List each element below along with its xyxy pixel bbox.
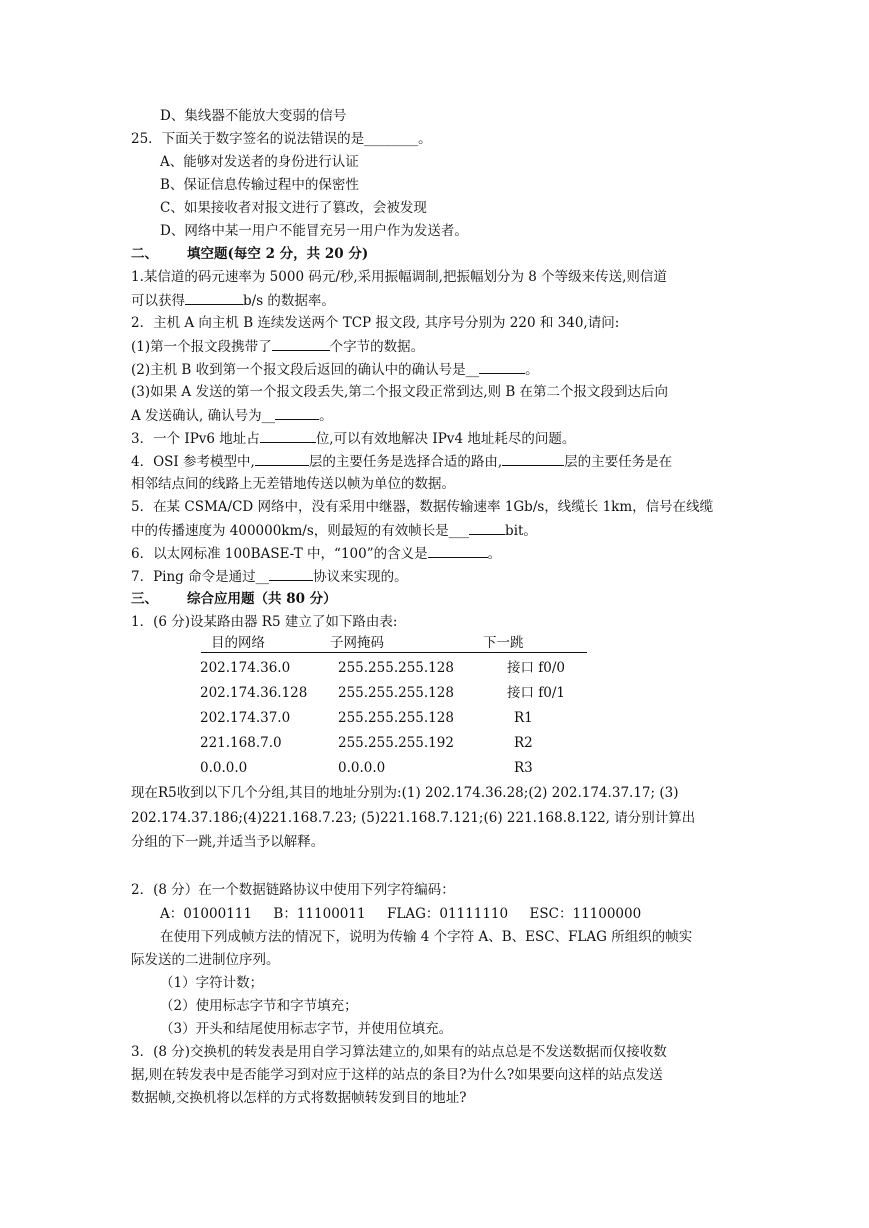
- fill5-blank: [469, 520, 505, 535]
- fill2-part3-blank: [275, 405, 319, 420]
- comp2-desc-line2: 际发送的二进制位序列。: [131, 952, 280, 968]
- section3-number: 三、: [131, 591, 158, 607]
- comp2-option-2: （2）使用标志字节和字节填充；: [160, 998, 358, 1014]
- fill5-line2: [131, 520, 537, 541]
- fill3-prefix: 3．一个 IPv6 地址占: [131, 431, 260, 447]
- fill6-suffix: 。: [487, 546, 502, 562]
- fill5-line1: 5．在某 CSMA/CD 网络中，没有采用中继器，数据传输速率 1Gb/s，线缆长 1km，信号在线缆: [131, 499, 714, 515]
- fill4-middle: 层的主要任务是选择合适的路由,: [308, 454, 503, 470]
- fill4-blank-2: [502, 451, 564, 466]
- fill2-part3-line2: [131, 405, 333, 426]
- route-row-5-destination: 0.0.0.0: [200, 760, 248, 776]
- fill7-prefix: 7．Ping 命令是通过__: [131, 569, 270, 585]
- fill2-part2-suffix: 。: [525, 362, 539, 378]
- fill6-prefix: 6．以太网标准 100BASE-T 中，“100”的含义是: [131, 546, 428, 562]
- fill7-blank: [269, 566, 313, 581]
- fill1-suffix: b/s 的数据率。: [243, 293, 335, 309]
- comp1-question: 1．(6 分)设某路由器 R5 建立了如下路由表:: [131, 614, 398, 630]
- fill2-question: 2．主机 A 向主机 B 连续发送两个 TCP 报文段, 其序号分别为 220 和 340,请问:: [131, 315, 620, 331]
- fill6: [131, 543, 501, 564]
- fill2-part2-prefix: (2)主机 B 收到第一个报文段后返回的确认中的确认号是__: [131, 362, 480, 378]
- route-row-2-destination: 202.174.36.128: [200, 685, 308, 701]
- route-row-2-mask: 255.255.255.128: [338, 685, 454, 701]
- comp3-line3: 数据帧,交换机将以怎样的方式将数据帧转发到目的地址?: [131, 1090, 467, 1106]
- route-row-3-destination: 202.174.37.0: [200, 710, 291, 726]
- route-row-1-destination: 202.174.36.0: [200, 660, 291, 676]
- comp1-text-line1: 现在R5收到以下几个分组,其目的地址分别为:(1) 202.174.36.28;(2) 202.174.37.17; (3): [131, 785, 679, 801]
- route-table-header-nexthop: 下一跳: [483, 635, 524, 651]
- fill1-prefix: 可以获得: [131, 293, 185, 309]
- route-row-2-nexthop: 接口 f0/1: [507, 685, 566, 701]
- route-row-5-nexthop: R3: [514, 760, 533, 776]
- fill4-line1: [131, 451, 672, 472]
- route-row-3-nexthop: R1: [514, 710, 533, 726]
- q25-option-a: A、能够对发送者的身份进行认证: [160, 154, 359, 170]
- fill3-suffix: 位,可以有效地解决 IPv4 地址耗尽的问题。: [315, 431, 576, 447]
- fill2-part1-blank: [272, 336, 330, 351]
- q24-option-d: D、集线器不能放大变弱的信号: [160, 108, 347, 124]
- fill1-line1: 1.某信道的码元速率为 5000 码元/秒,采用振幅调制,把振幅划分为 8 个等级来传送,则信道: [131, 269, 667, 285]
- route-table-header-mask: 子网掩码: [330, 635, 384, 651]
- route-row-1-mask: 255.255.255.128: [338, 660, 454, 676]
- fill2-part3-line1: (3)如果 A 发送的第一个报文段丢失,第二个报文段正常到达,则 B 在第二个报文段到达后向: [131, 384, 669, 400]
- comp2-desc-line1: 在使用下列成帧方法的情况下，说明为传输 4 个字符 A、B、ESC、FLAG 所组织的帧实: [160, 929, 693, 945]
- comp2-codes: A：01000111 B：11100011 FLAG：01111110 ESC：11100000: [160, 906, 642, 922]
- route-row-1-nexthop: 接口 f0/0: [507, 660, 566, 676]
- fill7: [131, 566, 408, 587]
- comp2-option-3: （3）开头和结尾使用标志字节，并使用位填充。: [160, 1021, 453, 1037]
- section3-title: 综合应用题（共 80 分）: [187, 591, 337, 607]
- fill5-prefix: 中的传播速度为 400000km/s，则最短的有效帧长是___: [131, 523, 470, 539]
- route-table-header-destination: 目的网络: [211, 635, 265, 651]
- fill2-part3-prefix: A 发送确认, 确认号为__: [131, 408, 276, 424]
- fill2-part2-blank: [479, 359, 525, 374]
- fill7-suffix: 协议来实现的。: [313, 569, 408, 585]
- fill1-blank: [185, 290, 243, 305]
- route-row-3-mask: 255.255.255.128: [338, 710, 454, 726]
- fill4-blank-1: [255, 451, 309, 466]
- q25-question: 25．下面关于数字签名的说法错误的是________。: [131, 131, 432, 147]
- section2-title: 填空题(每空 2 分，共 20 分): [187, 246, 369, 262]
- route-row-4-destination: 221.168.7.0: [200, 735, 282, 751]
- q25-option-c: C、如果接收者对报文进行了篡改，会被发现: [160, 200, 427, 216]
- fill2-part2: [131, 359, 539, 380]
- fill2-part1-suffix: 个字节的数据。: [329, 339, 425, 355]
- q25-option-b: B、保证信息传输过程中的保密性: [160, 177, 359, 193]
- route-row-4-mask: 255.255.255.192: [338, 735, 454, 751]
- fill6-blank: [428, 543, 488, 558]
- fill5-suffix: bit。: [505, 523, 537, 539]
- fill3-blank: [260, 428, 316, 443]
- route-row-4-nexthop: R2: [514, 735, 533, 751]
- comp2-option-1: （1）字符计数；: [160, 975, 264, 991]
- comp1-text-line3: 分组的下一跳,并适当予以解释。: [131, 834, 325, 850]
- fill3: [131, 428, 575, 449]
- section2-number: 二、: [131, 246, 158, 262]
- fill2-part1-prefix: (1)第一个报文段携带了: [131, 339, 272, 355]
- comp3-line1: 3．(8 分)交换机的转发表是用自学习算法建立的,如果有的站点总是不发送数据而仅接收数: [131, 1044, 667, 1060]
- fill4-suffix: 层的主要任务是在: [564, 454, 673, 470]
- fill2-part3-suffix: 。: [319, 408, 333, 424]
- fill4-line2: 相邻结点间的线路上无差错地传送以帧为单位的数据。: [131, 476, 455, 492]
- comp3-line2: 据,则在转发表中是否能学习到对应于这样的站点的条目?为什么?如果要向这样的站点发送: [131, 1067, 663, 1083]
- comp1-text-line2: 202.174.37.186;(4)221.168.7.23; (5)221.168.7.121;(6) 221.168.8.122, 请分别计算出: [131, 810, 696, 826]
- fill1-line2: [131, 290, 335, 311]
- fill2-part1: [131, 336, 424, 357]
- fill4-prefix: 4．OSI 参考模型中,: [131, 454, 255, 470]
- q25-option-d: D、网络中某一用户不能冒充另一用户作为发送者。: [160, 223, 468, 239]
- comp2-question: 2．(8 分）在一个数据链路协议中使用下列字符编码：: [131, 882, 455, 898]
- route-row-5-mask: 0.0.0.0: [338, 760, 386, 776]
